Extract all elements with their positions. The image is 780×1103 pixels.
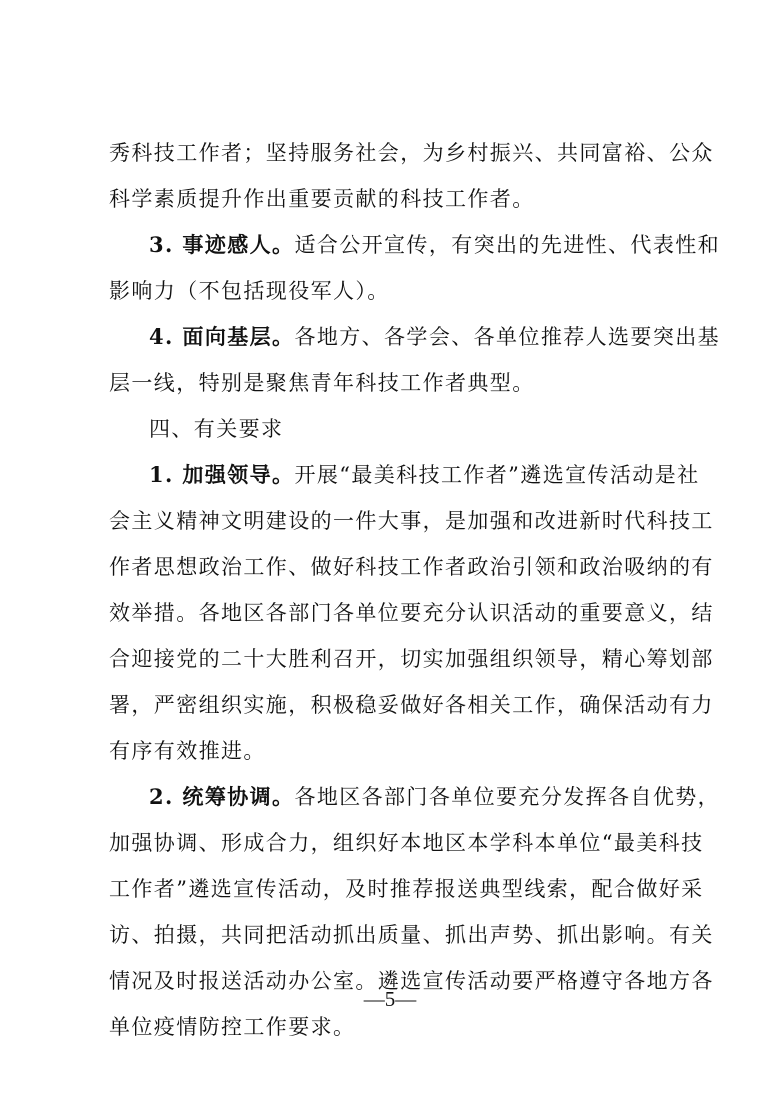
page-number: —5— (363, 987, 417, 1011)
body-line-9 (109, 501, 714, 541)
line-text: 开展“最美科技工作者”遴选宣传活动是社 (294, 463, 700, 487)
line-text: 情况及时报送活动办公室。遴选宣传活动要严格遵守各地方各 (109, 969, 714, 993)
line-text: 访、拍摄，共同把活动抓出质量、抓出声势、抓出影响。有关 (109, 923, 714, 947)
line-text: 影响力（不包括现役军人）。 (109, 279, 390, 303)
line-text: 科学素质提升作出重要贡献的科技工作者。 (109, 187, 535, 211)
line-text: 合迎接党的二十大胜利召开，切实加强组织领导，精心筹划部 (109, 647, 714, 671)
section-heading-text: 四、有关要求 (149, 417, 284, 441)
body-line-20 (109, 1007, 689, 1047)
line-text: 层一线，特别是聚焦青年科技工作者典型。 (109, 371, 535, 395)
body-line-12 (109, 639, 714, 679)
point-heading-3: 3. 事迹感人。 (149, 232, 295, 257)
line-text: 作者思想政治工作、做好科技工作者政治引领和政治吸纳的有 (109, 555, 714, 579)
body-line-16 (109, 823, 704, 863)
line-text: 各地方、各学会、各单位推荐人选要突出基 (294, 325, 721, 349)
point-heading-4: 4. 面向基层。 (149, 324, 295, 349)
point-heading-2: 2. 统筹协调。 (149, 784, 295, 809)
body-line-18 (109, 915, 714, 955)
point-heading-1: 1. 加强领导。 (149, 462, 295, 487)
line-text: 有序有效推进。 (109, 739, 266, 763)
body-line-6 (109, 363, 689, 403)
body-line-14 (109, 731, 689, 771)
body-line-4 (109, 271, 689, 311)
body-line-10 (109, 547, 714, 587)
body-line-1 (109, 133, 714, 173)
line-text: 效举措。各地区各部门各单位要充分认识活动的重要意义，结 (109, 601, 714, 625)
body-line-5 (149, 317, 721, 357)
line-text: 秀科技工作者；坚持服务社会，为乡村振兴、共同富裕、公众 (109, 141, 714, 165)
body-line-11 (109, 593, 714, 633)
body-line-15 (149, 777, 721, 817)
line-text: 会主义精神文明建设的一件大事，是加强和改进新时代科技工 (109, 509, 714, 533)
body-line-13 (109, 685, 714, 725)
body-line-17 (109, 869, 704, 909)
line-text: 署，严密组织实施，积极稳妥做好各相关工作，确保活动有力 (109, 693, 714, 717)
body-line-19 (109, 961, 714, 1001)
body-line-2 (109, 179, 689, 219)
section-heading (149, 409, 689, 449)
line-text: 加强协调、形成合力，组织好本地区本学科本单位“最美科技 (109, 831, 704, 855)
line-text: 工作者”遴选宣传活动，及时推荐报送典型线索，配合做好采 (109, 877, 704, 901)
line-text: 单位疫情防控工作要求。 (109, 1015, 356, 1039)
body-line-3 (149, 225, 721, 265)
line-text: 各地区各部门各单位要充分发挥各自优势， (294, 785, 721, 809)
body-line-8 (149, 455, 700, 495)
line-text: 适合公开宣传，有突出的先进性、代表性和 (294, 233, 721, 257)
